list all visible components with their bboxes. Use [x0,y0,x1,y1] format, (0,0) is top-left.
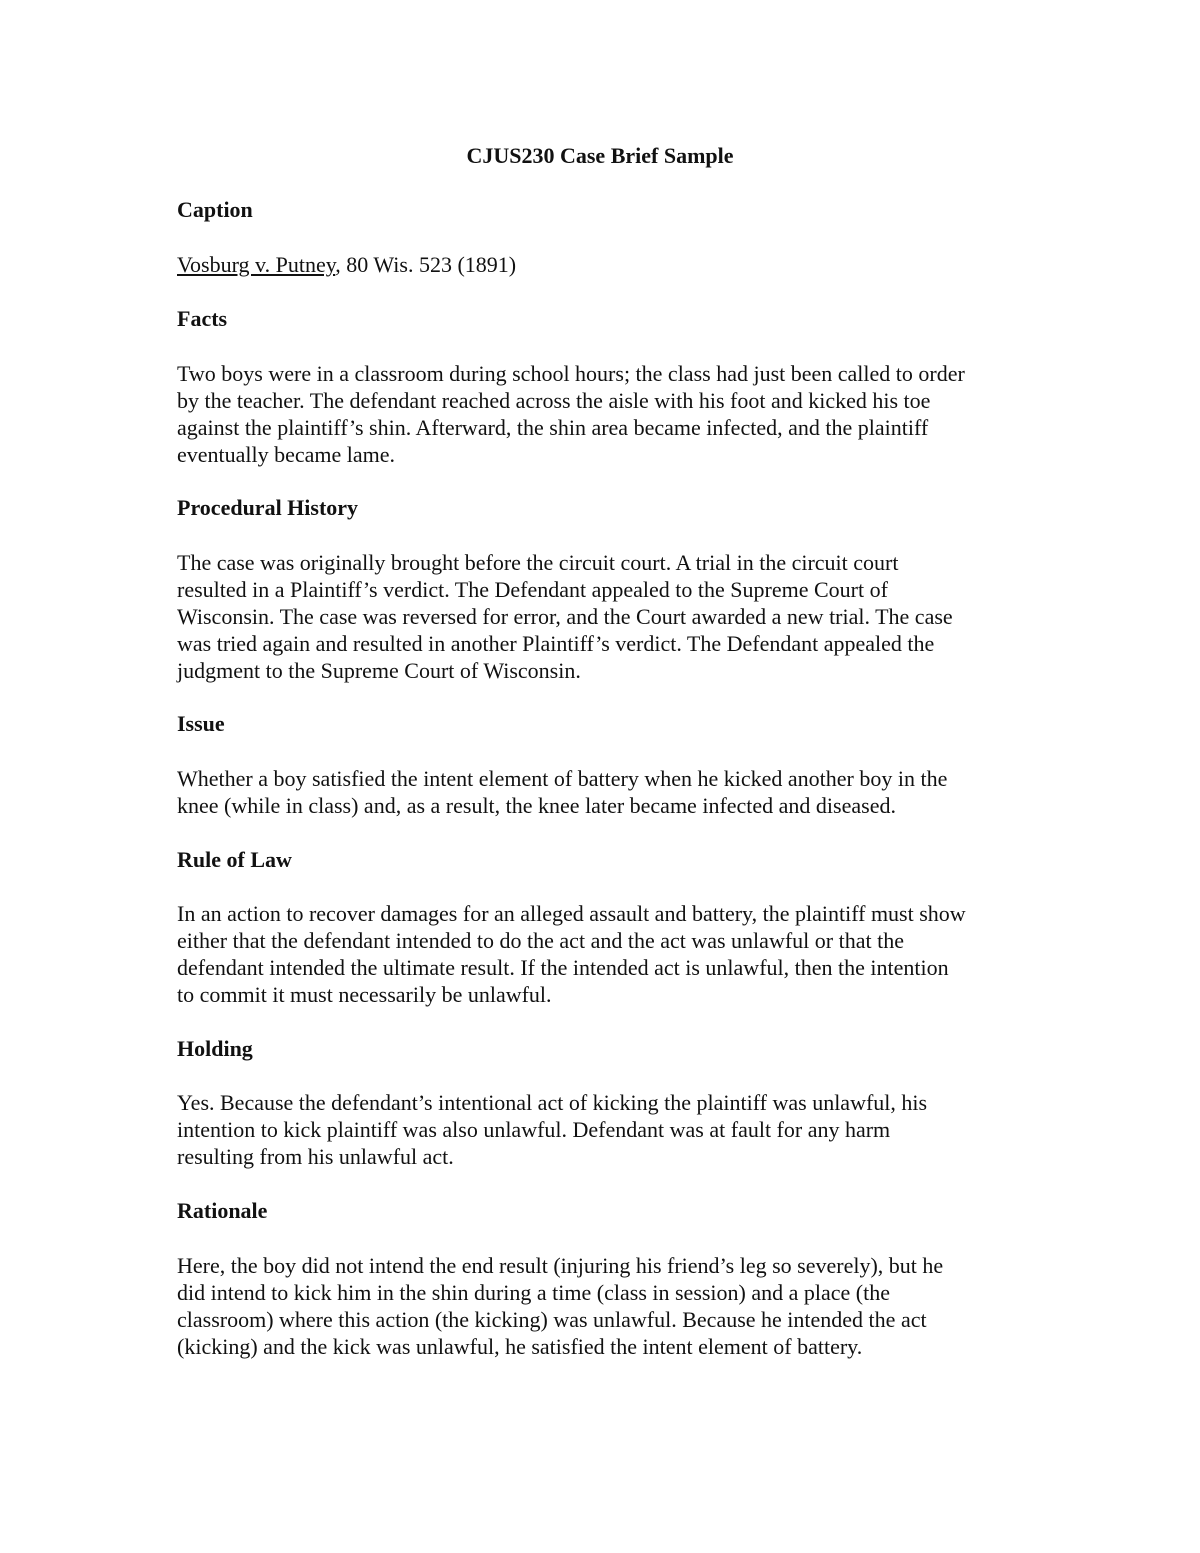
rule-of-law-line: defendant intended the ultimate result. If the intended act is unlawful, then the intention [177,955,949,980]
rationale-line: did intend to kick him in the shin during a time (class in session) and a place (the [177,1280,891,1305]
procedural-history-line: resulted in a Plaintiff’s verdict. The Defendant appealed to the Supreme Court of [177,577,888,602]
facts-line: by the teacher. The defendant reached across the aisle with his foot and kicked his toe [177,388,931,413]
facts-line: eventually became lame. [177,442,396,467]
facts-line: against the plaintiff’s shin. Afterward, the shin area became infected, and the plaintiff [177,415,929,440]
facts-heading: Facts [177,306,228,331]
procedural-history-line: The case was originally brought before the circuit court. A trial in the circuit court [177,550,899,575]
procedural-history-heading: Procedural History [177,495,359,520]
holding-paragraph [177,1089,1037,1170]
issue-heading: Issue [177,711,225,736]
rule-of-law-line: In an action to recover damages for an alleged assault and battery, the plaintiff must show [177,901,966,926]
rule-of-law-heading: Rule of Law [177,847,292,872]
procedural-history-paragraph [177,549,1037,684]
rationale-heading: Rationale [177,1198,268,1223]
procedural-history-line: judgment to the Supreme Court of Wisconsin. [177,658,581,683]
holding-line: resulting from his unlawful act. [177,1144,454,1169]
holding-heading: Holding [177,1036,253,1061]
facts-line: Two boys were in a classroom during school hours; the class had just been called to order [177,361,965,386]
rule-of-law-paragraph [177,900,1037,1008]
caption-text [177,251,1037,278]
procedural-history-line: was tried again and resulted in another Plaintiff’s verdict. The Defendant appealed the [177,631,935,656]
holding-line: intention to kick plaintiff was also unlawful. Defendant was at fault for any harm [177,1117,891,1142]
issue-line: knee (while in class) and, as a result, the knee later became infected and diseased. [177,793,896,818]
holding-line: Yes. Because the defendant’s intentional act of kicking the plaintiff was unlawful, his [177,1090,928,1115]
caption-heading: Caption [177,197,253,222]
facts-paragraph [177,360,1037,468]
rationale-line: (kicking) and the kick was unlawful, he satisfied the intent element of battery. [177,1334,863,1359]
rule-of-law-line: either that the defendant intended to do the act and the act was unlawful or that the [177,928,904,953]
rationale-line: Here, the boy did not intend the end result (injuring his friend’s leg so severely), but he [177,1253,944,1278]
document-title: CJUS230 Case Brief Sample [466,143,734,168]
rationale-paragraph [177,1252,1037,1360]
rationale-line: classroom) where this action (the kicking) was unlawful. Because he intended the act [177,1307,927,1332]
issue-paragraph [177,765,1037,819]
case-citation: , 80 Wis. 523 (1891) [335,252,517,277]
case-name: Vosburg v. Putney [177,252,336,277]
procedural-history-line: Wisconsin. The case was reversed for error, and the Court awarded a new trial. The case [177,604,953,629]
rule-of-law-line: to commit it must necessarily be unlawful. [177,982,552,1007]
issue-line: Whether a boy satisfied the intent element of battery when he kicked another boy in the [177,766,948,791]
